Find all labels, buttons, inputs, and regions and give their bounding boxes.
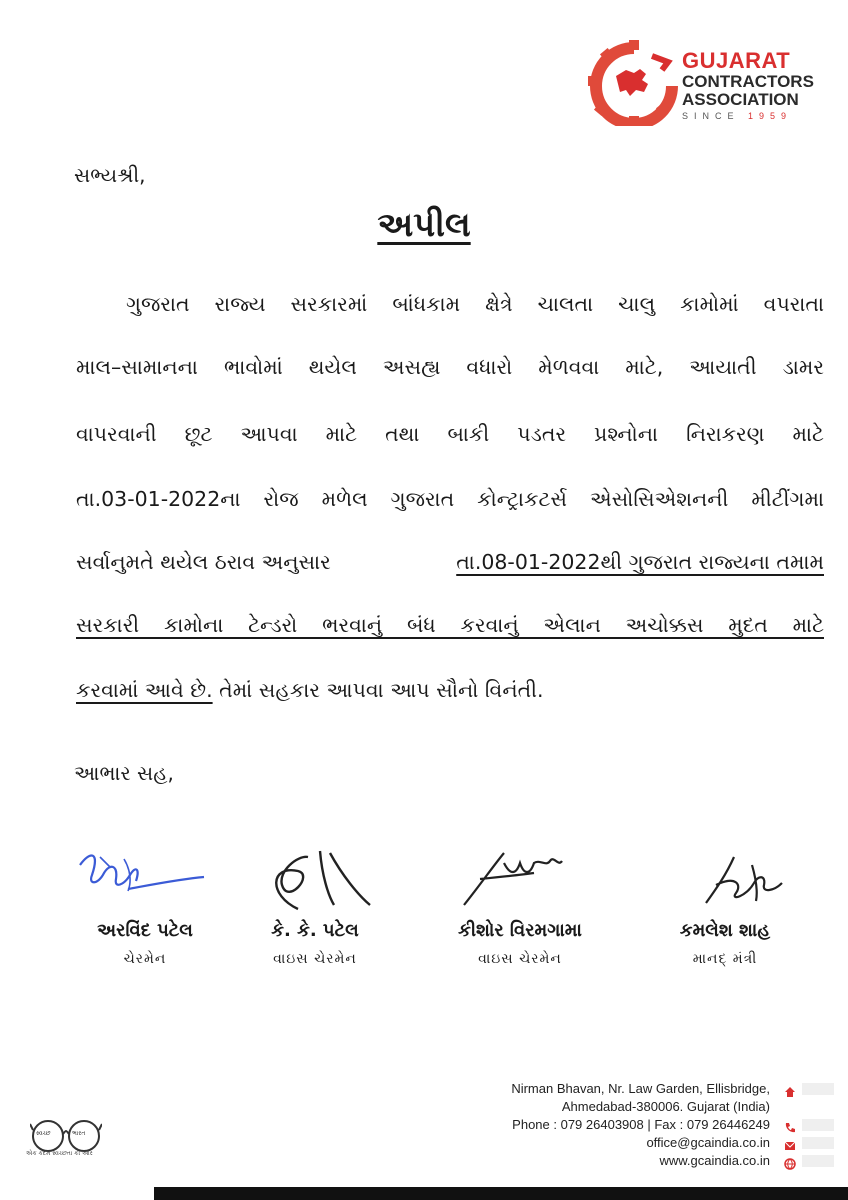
association-logo [582, 40, 812, 126]
paragraph-line-4: તા.03-01-2022ના રોજ મળેલ ગુજરાત કોન્ટ્રાકટર્સ એસોસિએશનની મીટીંગમા [76, 487, 824, 511]
footer-strip [802, 1155, 834, 1167]
web-icon [784, 1155, 796, 1167]
signature-vice-chairman-1 [258, 845, 378, 915]
footer-strip [802, 1137, 834, 1149]
logo-since-label: SINCE [682, 111, 740, 121]
logo-since [682, 111, 812, 121]
swachh-tagline: એક કદમ સ્વચ્છતા કી ઓર [26, 1150, 93, 1157]
footer-phone: Phone : 079 26403908 | Fax : 079 26446249 [512, 1117, 770, 1132]
signature-chairman [70, 845, 210, 915]
logo-line-2: CONTRACTORS [682, 72, 814, 91]
footer-address-1: Nirman Bhavan, Nr. Law Garden, Ellisbridge, [511, 1081, 770, 1096]
paragraph-line-1: ગુજરાત રાજ્ય સરકારમાં બાંધકામ ક્ષેત્રે ચાલતા ચાલુ કામોમાં વપરાતા [126, 292, 824, 316]
signatory-name-4: કમલેશ શાહ [679, 920, 771, 941]
paragraph-line-3: વાપરવાની છૂટ આપવા માટે તથા બાકી પડતર પ્રશ્નોના નિરાકરણ માટે [76, 422, 824, 446]
phone-icon [784, 1119, 796, 1131]
signatory-role-3: વાઇસ ચેરમેન [478, 951, 562, 967]
signatory-name-1: અરવિંદ પટેલ [97, 920, 193, 941]
signatory-name-2: કે. કે. પટેલ [271, 920, 359, 941]
gear-map-icon [582, 40, 686, 126]
signatory-role-2: વાઇસ ચેરમેન [273, 951, 357, 967]
swachh-left-text: સ્વચ્છ [36, 1130, 51, 1137]
signature-vice-chairman-2 [450, 845, 580, 915]
signature-secretary [696, 845, 806, 915]
footer-web[interactable]: www.gcaindia.co.in [659, 1153, 770, 1168]
signatory-name-3: કીશોર વિરમગામા [458, 920, 582, 941]
paragraph-line-6: સરકારી કામોના ટેન્ડરો ભરવાનું બંધ કરવાનું એલાન અચોક્કસ મુદત માટે [76, 613, 824, 637]
footer-contact [511, 1080, 770, 1170]
footer-email[interactable]: office@gcaindia.co.in [646, 1135, 770, 1150]
line-5-underlined: તા.08-01-2022થી ગુજરાત રાજ્યના તમામ [456, 550, 824, 574]
swachh-right-text: ભારત [72, 1130, 86, 1137]
line-7-underlined: કરવામાં આવે છે. [76, 678, 213, 702]
paragraph-line-7 [76, 680, 824, 701]
footer-bar [154, 1187, 848, 1200]
letter-title: અપીલ [377, 205, 471, 245]
paragraph-line-2: માલ–સામાનના ભાવોમાં થયેલ અસહ્ય વધારો મેળવવા માટે, આયાતી ડામર [76, 355, 824, 379]
footer-strip [802, 1119, 834, 1131]
paragraph-line-5 [76, 552, 824, 573]
closing: આભાર સહ, [74, 761, 174, 785]
footer-address-2: Ahmedabad-380006. Gujarat (India) [561, 1099, 770, 1114]
line-5-plain: સર્વાનુમતે થયેલ ઠરાવ અનુસાર [76, 550, 331, 574]
signatory-role-4: માનદ્ મંત્રી [692, 951, 758, 967]
logo-line-3: ASSOCIATION [682, 90, 799, 109]
logo-since-year: 1959 [748, 111, 793, 121]
mail-icon [784, 1137, 796, 1149]
home-icon [784, 1083, 796, 1095]
salutation: સભ્યશ્રી, [74, 163, 146, 187]
line-7-plain: તેમાં સહકાર આપવા આપ સૌનો વિનંતી. [219, 678, 544, 702]
footer-strip [802, 1083, 834, 1095]
logo-line-1: GUJARAT [682, 48, 791, 73]
logo-wordmark [682, 50, 812, 121]
signatory-role-1: ચેરમેન [123, 951, 167, 967]
